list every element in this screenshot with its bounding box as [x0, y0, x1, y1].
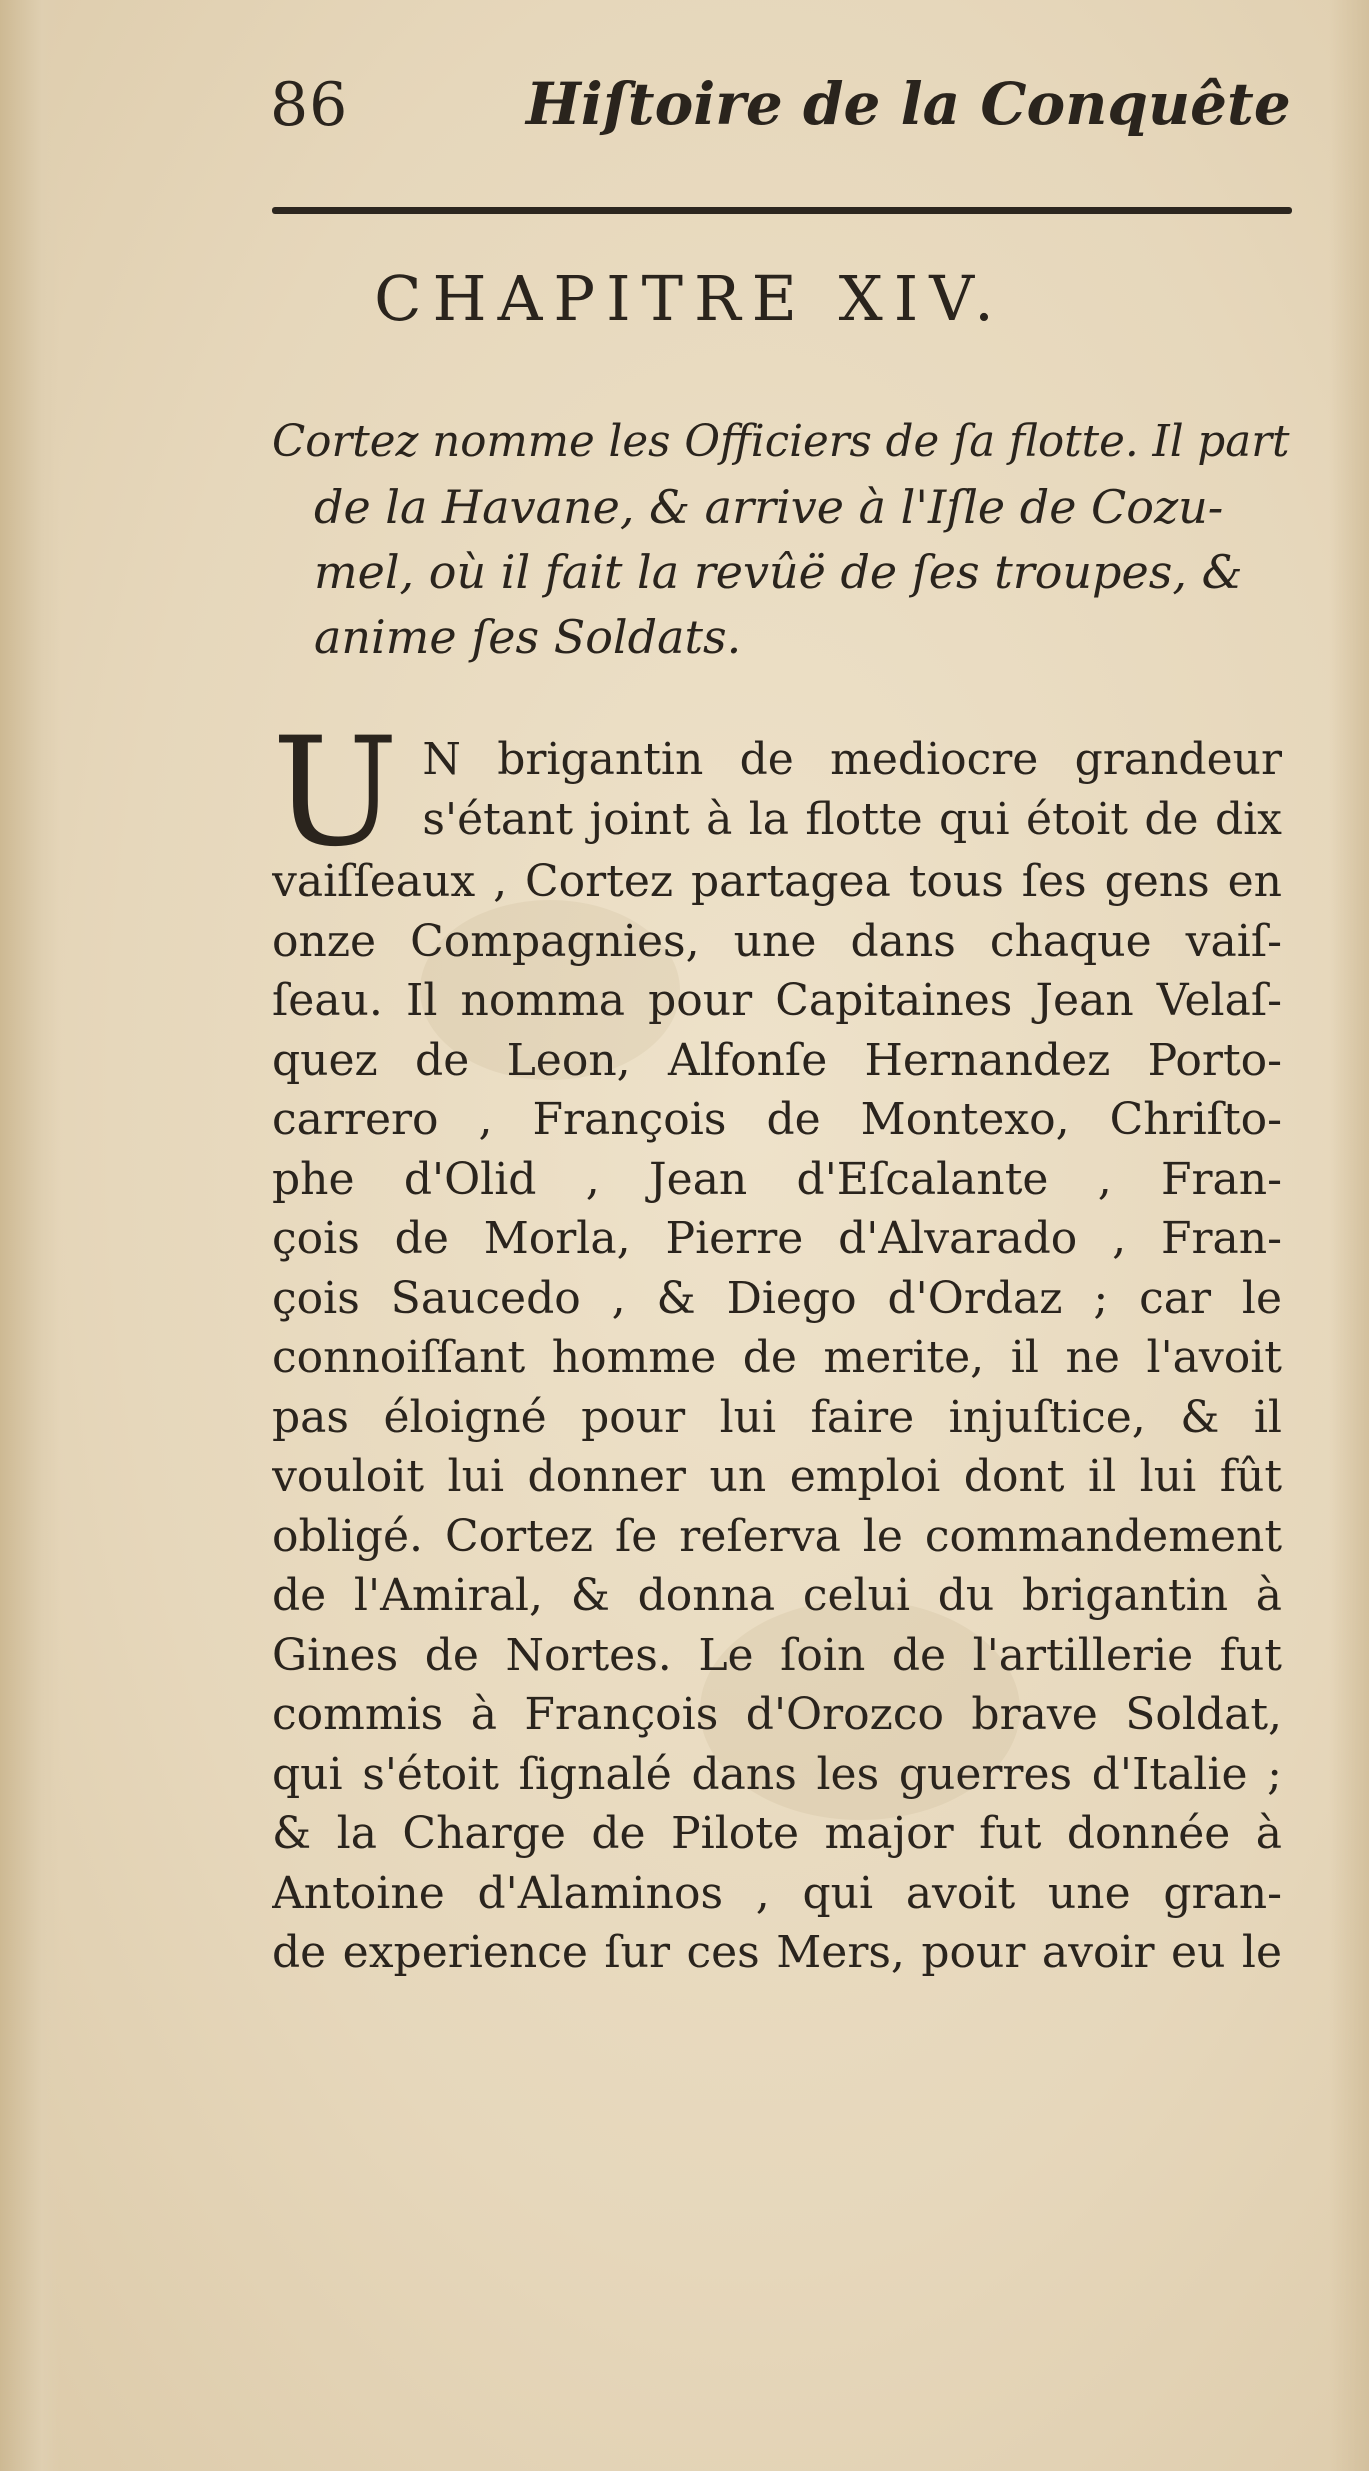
text-line: N brigantin de mediocre grandeur — [422, 734, 1282, 785]
text-line: connoiſſant homme de merite, il ne l'avoit — [272, 1332, 1282, 1383]
summary-line: de la Havane, & arrive à l'Iſle de Cozu- — [314, 480, 1224, 534]
text-line: qui s'étoit ſignalé dans les guerres d'Italie ; — [272, 1748, 1282, 1800]
text-line: de l'Amiral, & donna celui du brigantin à — [272, 1570, 1282, 1621]
text-line: s'étant joint à la flotte qui étoit de dix — [422, 793, 1282, 845]
chapter-summary — [272, 410, 1292, 670]
summary-line: anime ſes Soldats. — [314, 610, 742, 664]
text-line: carrero , François de Montexo, Chriſto- — [272, 1094, 1282, 1145]
body-text — [272, 706, 1282, 1983]
text-line: phe d'Olid , Jean d'Eſcalante , Fran- — [272, 1153, 1282, 1205]
text-line: commis à François d'Orozco brave Soldat, — [272, 1689, 1282, 1740]
text-line: çois de Morla, Pierre d'Alvarado , Fran- — [272, 1213, 1282, 1264]
page-edge-shadow — [1329, 0, 1369, 2471]
text-line: pas éloigné pour lui faire injuſtice, & il — [272, 1391, 1282, 1443]
text-line: onze Compagnies, une dans chaque vaiſ- — [272, 915, 1282, 967]
page-gutter-shadow — [0, 0, 60, 2471]
text-line: Antoine d'Alaminos , qui avoit une gran- — [272, 1867, 1282, 1919]
header-rule — [272, 207, 1292, 214]
text-line: Gines de Nortes. Le ſoin de l'artillerie fut — [272, 1629, 1282, 1681]
running-header — [270, 62, 1291, 162]
summary-line: Cortez nomme les Officiers de ſa flotte. Il part — [272, 417, 1290, 467]
page-number: 86 — [270, 70, 349, 140]
chapter-heading: CHAPITRE XIV. — [374, 262, 1005, 335]
text-line: çois Saucedo , & Diego d'Ordaz ; car le — [272, 1272, 1282, 1324]
summary-line: mel, où il fait la revûë de ſes troupes, & — [314, 545, 1243, 599]
text-line: de experience ſur ces Mers, pour avoir eu le — [272, 1927, 1282, 1978]
text-line: obligé. Cortez ſe reſerva le commandement — [272, 1510, 1282, 1562]
text-line: vouloit lui donner un emploi dont il lui fût — [272, 1451, 1282, 1502]
running-title: Hiſtoire de la Conquête — [526, 70, 1291, 138]
text-line: ſeau. Il nomma pour Capitaines Jean Velaſ- — [272, 975, 1282, 1026]
text-line: & la Charge de Pilote major fut donnée à — [272, 1808, 1282, 1859]
text-line: quez de Leon, Alfonſe Hernandez Porto- — [272, 1034, 1282, 1086]
text-line: vaiſſeaux , Cortez partagea tous ſes gens en — [272, 856, 1282, 907]
drop-cap: U — [272, 706, 399, 880]
